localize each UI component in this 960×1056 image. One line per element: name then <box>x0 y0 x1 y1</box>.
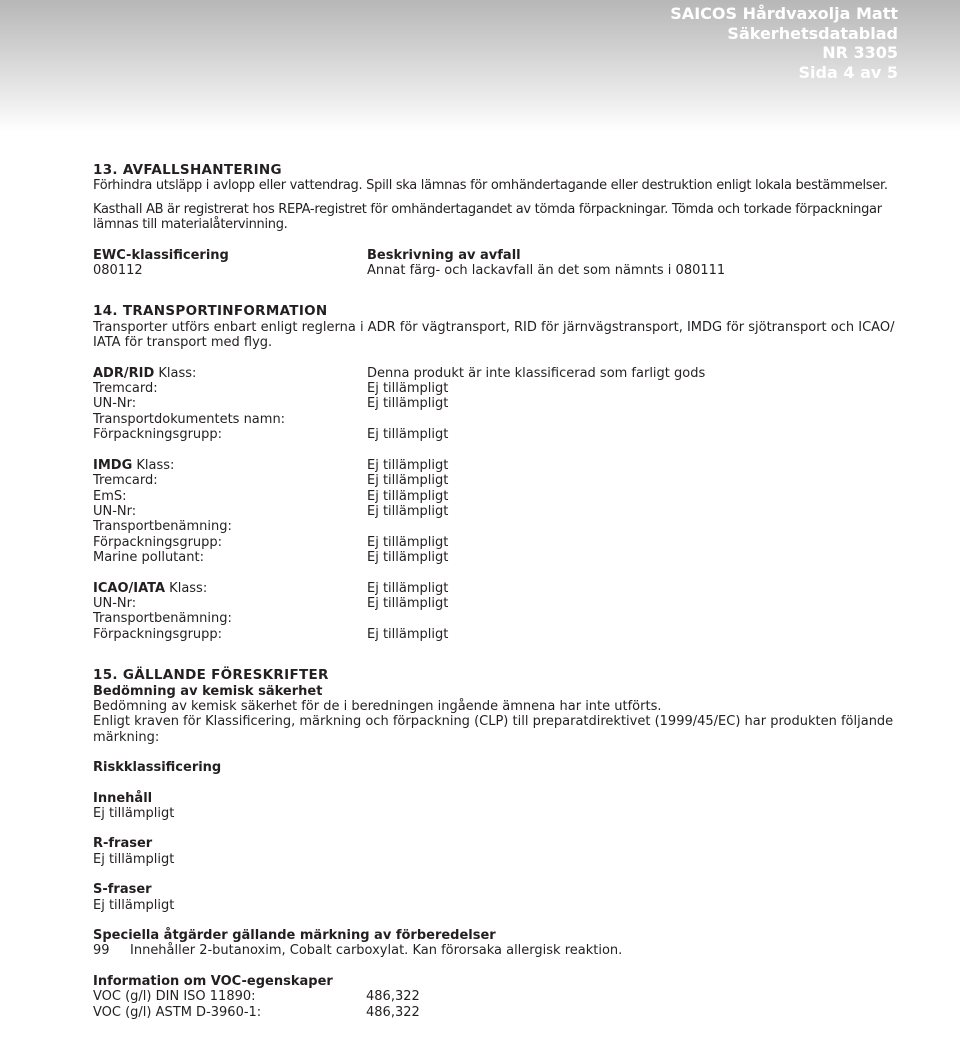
voc-label: VOC (g/l) DIN ISO 11890: <box>93 989 256 1005</box>
document-body <box>93 163 913 1020</box>
icao-klass-label: Klass: <box>165 580 208 596</box>
adr-rid-label: ADR/RID <box>93 365 155 381</box>
speciella-atgarder-text: Innehåller 2-butanoxim, Cobalt carboxylat. Kan förorsaka allergisk reaktion. <box>130 943 623 959</box>
voc-label: VOC (g/l) ASTM D-3960-1: <box>93 1004 262 1020</box>
adr-klass-label: Klass: <box>154 365 197 381</box>
r-fraser-value: Ej tillämpligt <box>93 851 175 867</box>
imdg-block <box>93 458 913 566</box>
adr-forpackningsgrupp-value: Ej tillämpligt <box>367 427 449 443</box>
ewc-column-header: EWC-klassificering <box>93 247 229 263</box>
icao-iata-label: ICAO/IATA <box>93 580 166 596</box>
adr-tremcard-label: Tremcard: <box>93 381 158 397</box>
section-14-title: 14. TRANSPORTINFORMATION <box>93 303 328 320</box>
voc-row <box>93 1005 913 1020</box>
waste-table-header <box>93 248 913 263</box>
product-name: SAICOS Hårdvaxolja Matt <box>670 4 898 23</box>
section-13-title: 13. AVFALLSHANTERING <box>93 162 282 178</box>
document-header <box>670 4 898 82</box>
imdg-marine-pollutant-value: Ej tillämpligt <box>367 550 449 566</box>
waste-description: Annat färg- och lackavfall än det som nämnts i 080111 <box>367 263 726 279</box>
icao-un-label: UN-Nr: <box>93 595 137 611</box>
section-13-paragraph-1: Förhindra utsläpp i avlopp eller vattendrag. Spill ska lämnas för omhändertagande eller destruktion enligt lokala bestämmelser. <box>93 178 888 194</box>
imdg-klass-value: Ej tillämpligt <box>367 457 449 473</box>
voc-value: 486,322 <box>366 989 420 1005</box>
adr-tremcard-value: Ej tillämpligt <box>367 381 449 397</box>
imdg-label: IMDG <box>93 457 133 473</box>
section-13-paragraph-2: Kasthall AB är registrerat hos REPA-registret för omhändertagandet av tömda förpackningar. Tömda och torkade förpackningar lämnas till materialåtervinning. <box>93 201 882 233</box>
imdg-forpackningsgrupp-value: Ej tillämpligt <box>367 534 449 550</box>
waste-description-header: Beskrivning av avfall <box>367 247 521 263</box>
bedomning-text: Bedömning av kemisk säkerhet för de i beredningen ingående ämnena har inte utförts. <box>93 698 662 714</box>
icao-iata-block <box>93 581 913 643</box>
icao-klass-value: Ej tillämpligt <box>367 580 449 596</box>
section-14 <box>93 304 913 642</box>
page-header-band <box>0 0 960 132</box>
clp-text: Enligt kraven för Klassificering, märkning och förpackning (CLP) till preparatdirektivet (1999/45/EC) har produkten följande märkning: <box>93 714 894 745</box>
imdg-marine-pollutant-label: Marine pollutant: <box>93 550 204 566</box>
adr-rid-block <box>93 366 913 443</box>
icao-un-value: Ej tillämpligt <box>367 595 449 611</box>
imdg-klass-label: Klass: <box>132 457 175 473</box>
section-15 <box>93 668 913 1020</box>
s-fraser-value: Ej tillämpligt <box>93 897 175 913</box>
speciella-atgarder-code: 99 <box>93 943 110 959</box>
imdg-un-value: Ej tillämpligt <box>367 503 449 519</box>
speciella-atgarder-title: Speciella åtgärder gällande märkning av förberedelser <box>93 928 496 944</box>
voc-title: Information om VOC-egenskaper <box>93 973 333 989</box>
adr-forpackningsgrupp-label: Förpackningsgrupp: <box>93 427 223 443</box>
document-number: NR 3305 <box>822 43 898 62</box>
voc-value: 486,322 <box>366 1004 420 1020</box>
waste-table-row <box>93 263 913 278</box>
imdg-ems-value: Ej tillämpligt <box>367 488 449 504</box>
r-fraser-title: R-fraser <box>93 836 153 852</box>
icao-forpackningsgrupp-value: Ej tillämpligt <box>367 626 449 642</box>
icao-benamning-label: Transportbenämning: <box>93 611 232 627</box>
s-fraser-title: S-fraser <box>93 882 152 898</box>
adr-transportdok-label: Transportdokumentets namn: <box>93 411 286 427</box>
ewc-code: 080112 <box>93 263 143 279</box>
bedomning-title: Bedömning av kemisk säkerhet <box>93 683 323 699</box>
imdg-tremcard-label: Tremcard: <box>93 473 158 489</box>
adr-klass-value: Denna produkt är inte klassificerad som farligt gods <box>367 365 706 381</box>
innehall-title: Innehåll <box>93 790 153 806</box>
imdg-un-label: UN-Nr: <box>93 503 137 519</box>
speciella-atgarder-row <box>93 943 913 958</box>
icao-forpackningsgrupp-label: Förpackningsgrupp: <box>93 626 223 642</box>
section-13 <box>93 163 913 278</box>
riskklassificering-title: Riskklassificering <box>93 760 222 776</box>
imdg-tremcard-value: Ej tillämpligt <box>367 473 449 489</box>
voc-row <box>93 989 913 1004</box>
transport-intro: Transporter utförs enbart enligt reglerna i ADR för vägtransport, RID för järnvägstransport, IMDG för sjötransport och ICAO/ IATA för transport med flyg. <box>93 319 895 351</box>
adr-un-value: Ej tillämpligt <box>367 396 449 412</box>
adr-un-label: UN-Nr: <box>93 396 137 412</box>
document-type: Säkerhetsdatablad <box>727 23 898 43</box>
imdg-forpackningsgrupp-label: Förpackningsgrupp: <box>93 534 223 550</box>
imdg-ems-label: EmS: <box>93 488 127 504</box>
innehall-value: Ej tillämpligt <box>93 806 175 821</box>
page-number: Sida 4 av 5 <box>798 62 898 82</box>
section-15-title: 15. GÄLLANDE FÖRESKRIFTER <box>93 667 329 684</box>
imdg-benamning-label: Transportbenämning: <box>93 519 232 535</box>
